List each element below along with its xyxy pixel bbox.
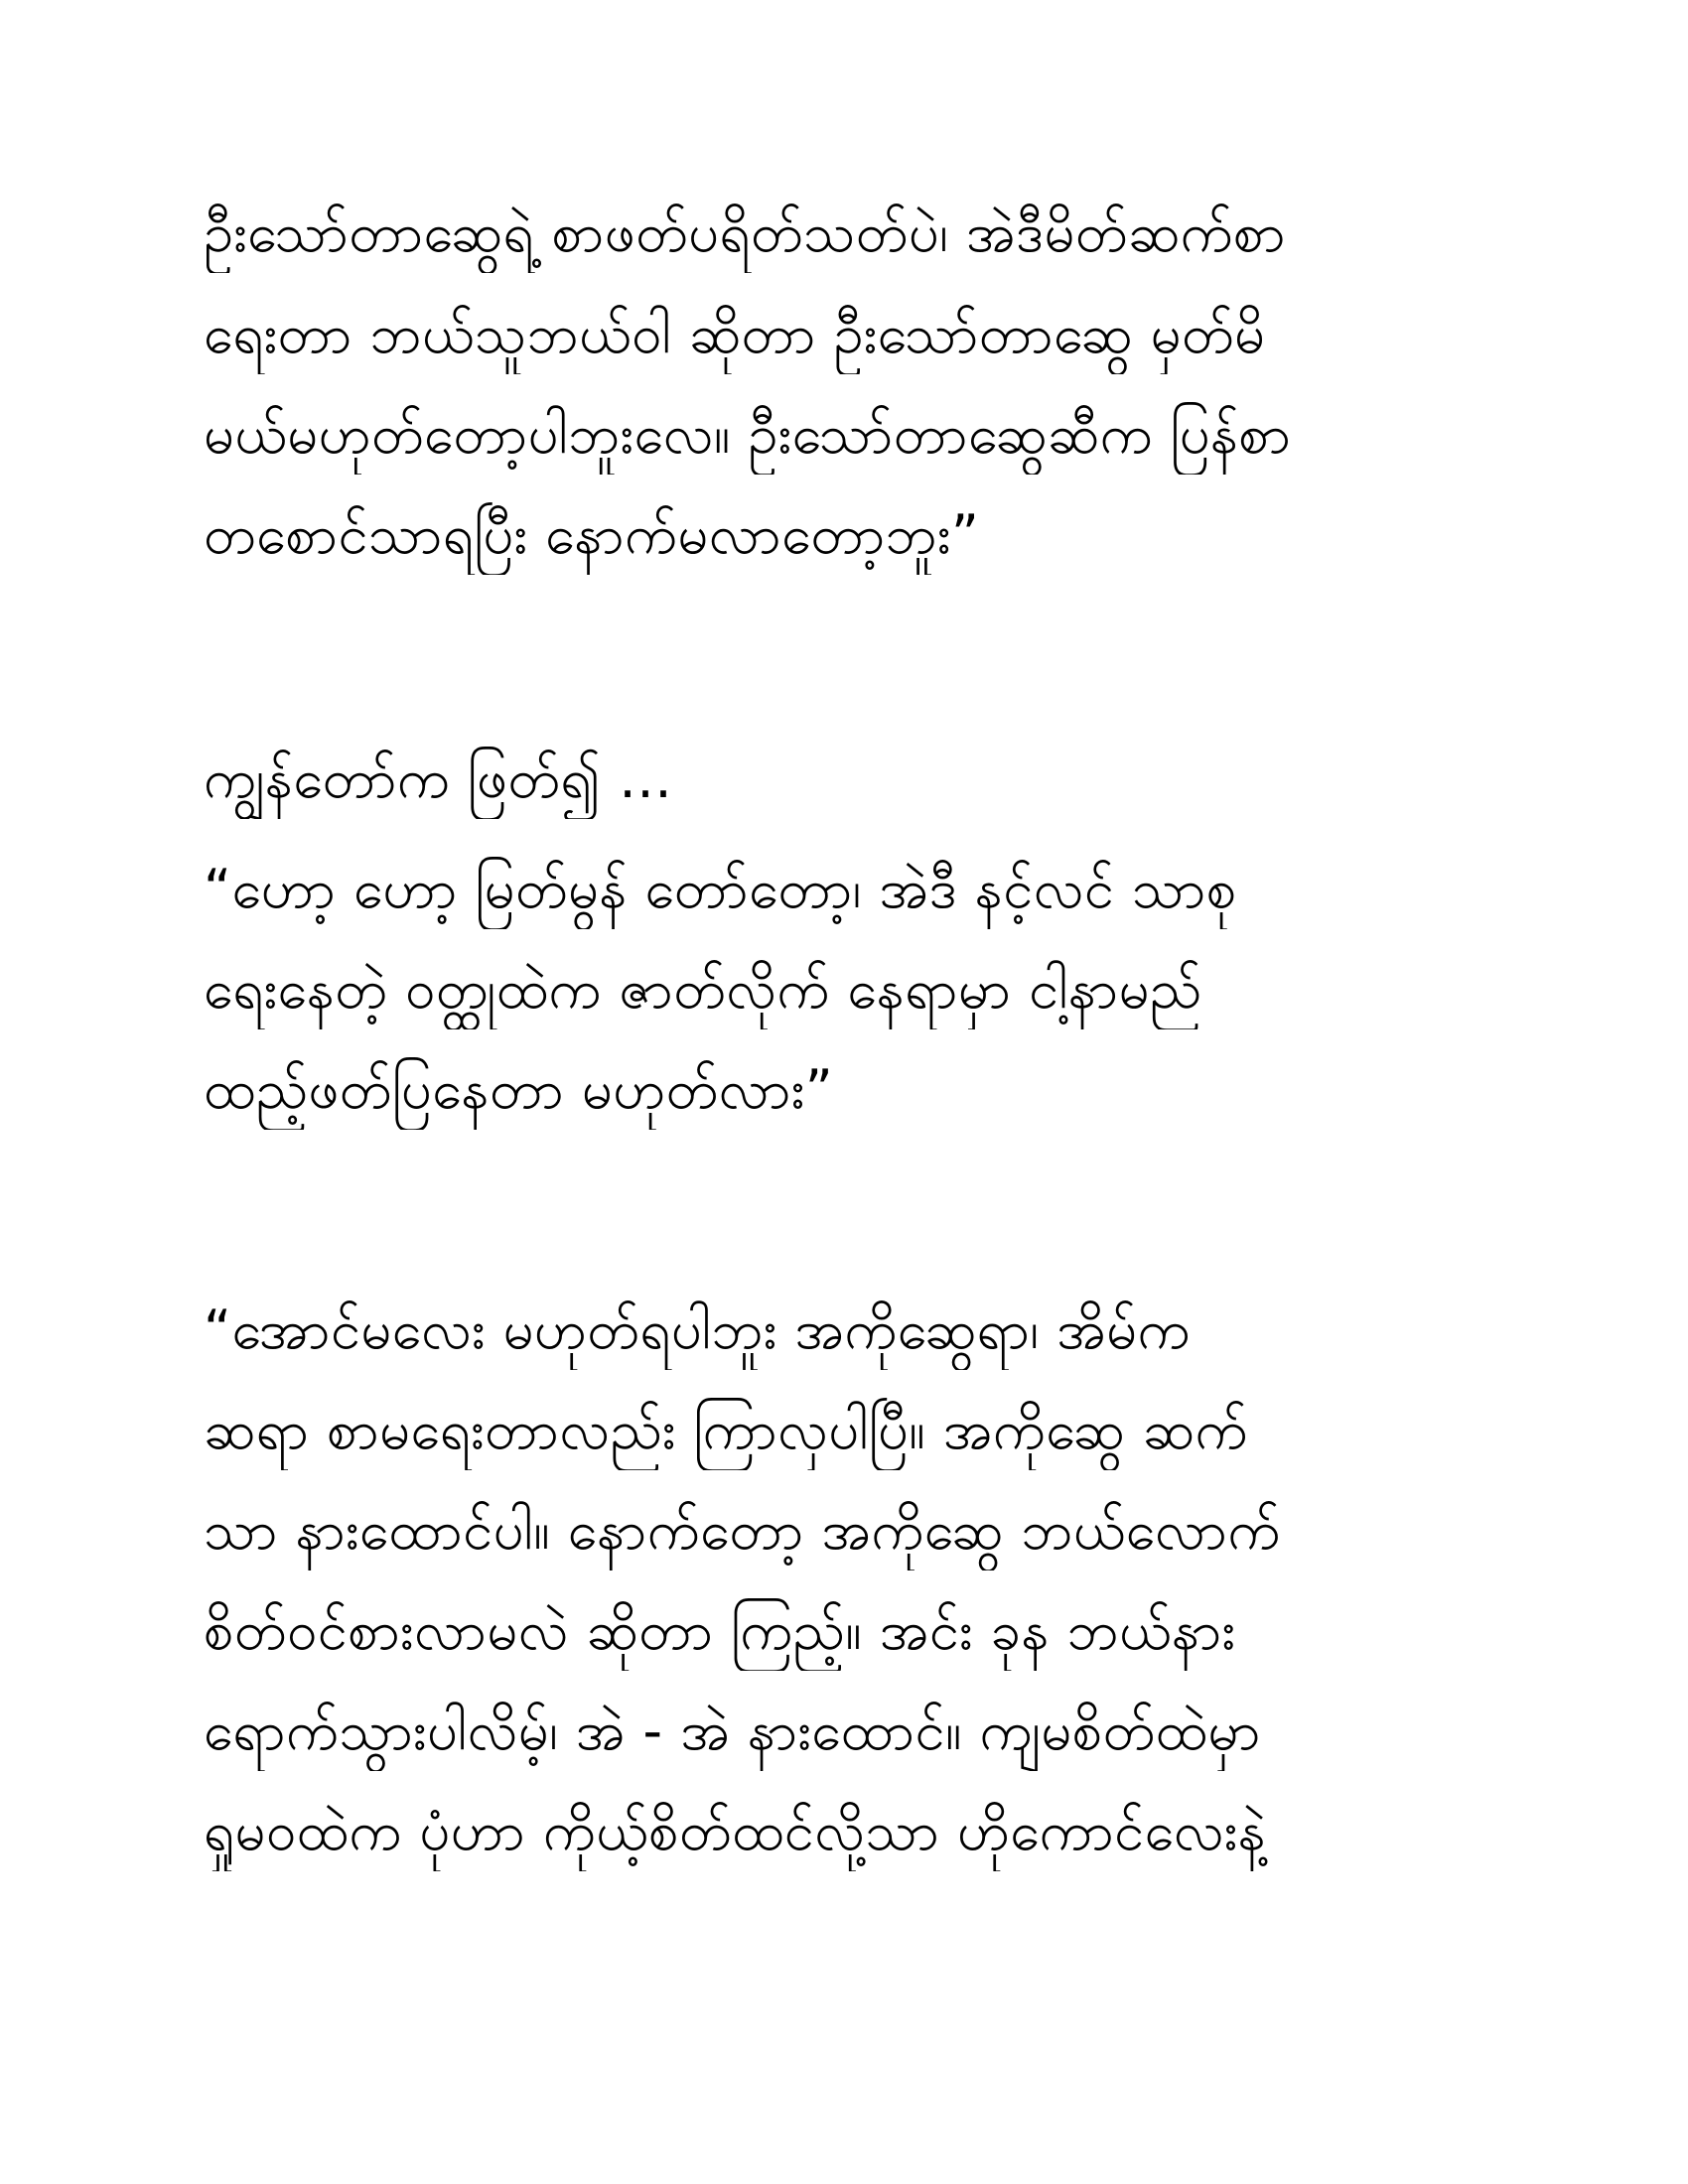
paragraph-2-line-2: “ဟော့ ဟော့ မြတ်မွန် တော်တော့၊ အဲဒီ နင့်လင် သာစု: [204, 858, 1237, 920]
paragraph-2-line-1: ကျွန်တော်က ဖြတ်၍ …: [204, 748, 673, 810]
paragraph-3-line-4: စိတ်ဝင်စားလာမလဲ ဆိုတာ ကြည့်။ အင်း ခုန ဘယ်နား: [204, 1599, 1236, 1662]
paragraph-1-line-3: မယ်မဟုတ်တော့ပါဘူးလေ။ ဦးသော်တာဆွေဆီက ပြန်စာ: [204, 403, 1292, 466]
paragraph-3-line-3: သာ နားထောင်ပါ။ နောက်တော့ အကိုဆွေ ဘယ်လောက်: [204, 1499, 1281, 1562]
paragraph-3-line-1: “အောင်မလေး မဟုတ်ရပါဘူး အကိုဆွေရာ၊ အိမ်က: [204, 1298, 1191, 1361]
paragraph-3-line-5: ရောက်သွားပါလိမ့်၊ အဲ - အဲ နားထောင်။ ကျမစိတ်ထဲမှာ: [204, 1700, 1261, 1762]
paragraph-2-line-4: ထည့်ဖတ်ပြနေတာ မဟုတ်လား”: [204, 1058, 834, 1121]
paragraph-1-line-2: ရေးတာ ဘယ်သူဘယ်ဝါ ဆိုတာ ဦးသော်တာဆွေ မှတ်မိ: [204, 303, 1266, 365]
paragraph-3-line-6: ရှုမဝထဲက ပုံဟာ ကိုယ့်စိတ်ထင်လို့သာ ဟိုကောင်လေးနဲ့: [204, 1800, 1267, 1862]
paragraph-2-line-3: ရေးနေတဲ့ ဝတ္ထုထဲက ဇာတ်လိုက် နေရာမှာ ငါ့နာမည်: [204, 958, 1202, 1021]
paragraph-1-line-4: တစောင်သာရပြီး နောက်မလာတော့ဘူး”: [204, 503, 980, 566]
paragraph-1-line-1: ဦးသော်တာဆွေရဲ့ စာဖတ်ပရိတ်သတ်ပဲ၊ အဲဒီမိတ်ဆက်စာ: [204, 202, 1287, 264]
paragraph-3-line-2: ဆရာ စာမရေးတာလည်း ကြာလှပါပြီ။ အကိုဆွေ ဆက်: [204, 1399, 1248, 1461]
